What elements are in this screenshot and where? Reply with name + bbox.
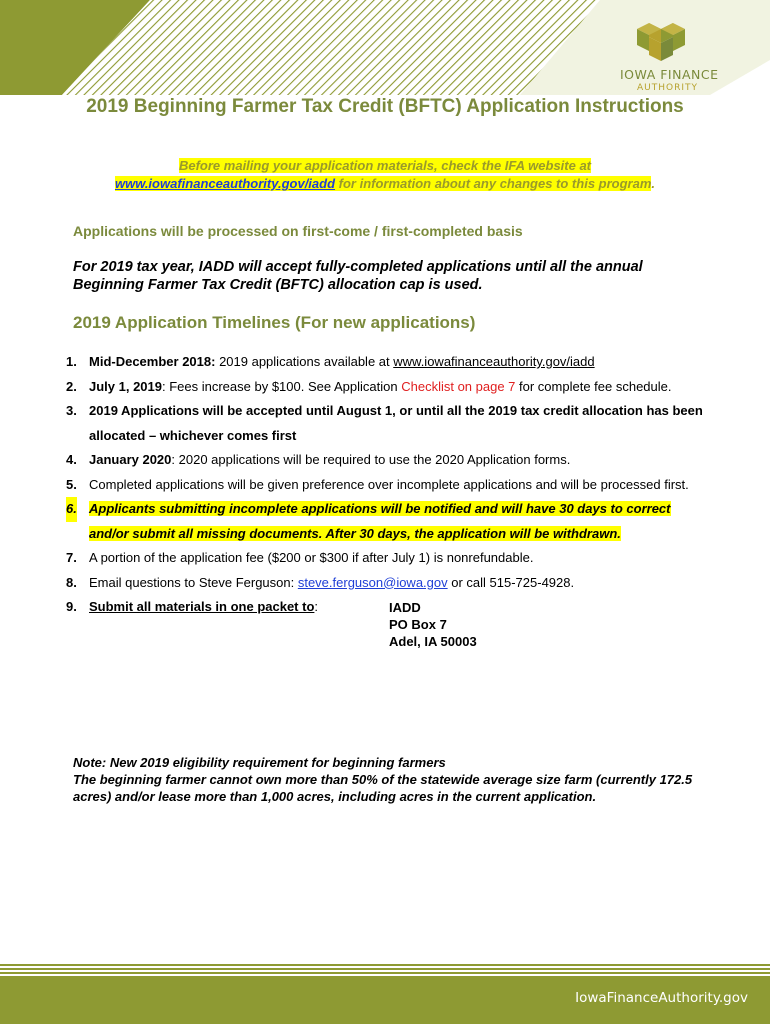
item-number: 2. xyxy=(66,378,77,394)
mailing-address: IADD PO Box 7 Adel, IA 50003 xyxy=(389,600,477,649)
list-item-highlighted: 6. Applicants submitting incomplete applications will be notified and will have 30 days to correct and/or submit all missing documents. After 30 days, the application will be withdrawn. xyxy=(66,497,706,546)
document-title: 2019 Beginning Farmer Tax Credit (BFTC) Application Instructions xyxy=(86,96,684,117)
item-number: 6. xyxy=(66,497,77,522)
item-number: 8. xyxy=(66,574,77,590)
processing-basis-heading: Applications will be processed on first-come / first-completed basis xyxy=(73,223,523,239)
item-number: 7. xyxy=(66,550,77,565)
list-item: 9. Submit all materials in one packet to: IADD PO Box 7 Adel, IA 50003 xyxy=(66,595,706,653)
eligibility-note xyxy=(73,754,713,805)
footer-website-url: IowaFinanceAuthority.gov xyxy=(575,990,748,1006)
item-number: 1. xyxy=(66,354,77,369)
list-item: 5. Completed applications will be given preference over incomplete applications and will be processed first. xyxy=(66,473,706,498)
footer-stripes xyxy=(0,964,770,978)
logo-subtitle: AUTHORITY xyxy=(637,83,698,93)
list-item: 8. Email questions to Steve Ferguson: steve.ferguson@iowa.gov or call 515-725-4928. xyxy=(66,571,706,596)
email-link[interactable]: steve.ferguson@iowa.gov xyxy=(297,574,448,590)
list-item: 3. 2019 Applications will be accepted until August 1, or until all the 2019 tax credit allocation has been allocated – whichever comes first xyxy=(66,399,706,448)
eligibility-body: The beginning farmer cannot own more than 50% of the statewide average size farm (currently 172.5 acres) and/or lease more than 1,000 acres, including acres in the current application. xyxy=(73,772,693,804)
timeline-list xyxy=(66,350,706,653)
checklist-link[interactable]: Checklist on page 7 xyxy=(401,378,516,394)
eligibility-heading: Note: New 2019 eligibility requirement for beginning farmers xyxy=(73,755,446,770)
timelines-heading: 2019 Application Timelines (For new applications) xyxy=(73,313,476,332)
logo-cubes-icon xyxy=(632,20,690,64)
iadd-link[interactable]: www.iowafinanceauthority.gov/iadd xyxy=(393,354,595,369)
item-number: 9. xyxy=(66,599,77,614)
list-item: 1. Mid-December 2018: 2019 applications available at www.iowafinanceauthority.gov/iadd xyxy=(66,350,706,375)
notice-line-2: for information about any changes to this program xyxy=(335,176,652,191)
list-item: 2. July 1, 2019: Fees increase by $100. See Application Checklist on page 7 for complete fee schedule. xyxy=(66,375,706,400)
iowa-finance-authority-logo xyxy=(620,20,730,95)
item-number: 4. xyxy=(66,452,77,467)
footer-bar xyxy=(0,978,770,1024)
iadd-website-link[interactable]: www.iowafinanceauthority.gov/iadd xyxy=(114,176,336,191)
logo-name: IOWA FINANCE xyxy=(620,67,719,82)
tax-year-note: For 2019 tax year, IADD will accept fully-completed applications until all the annual Beginning Farmer Tax Credit (BFTC) allocation cap is used. xyxy=(73,259,643,293)
item-number: 5. xyxy=(66,476,77,492)
notice-line-1: Before mailing your application materials, check the IFA website at xyxy=(178,158,592,173)
item-number: 3. xyxy=(66,403,77,418)
list-item: 4. January 2020: 2020 applications will be required to use the 2020 Application forms. xyxy=(66,448,706,473)
notice-period: . xyxy=(651,176,656,191)
list-item: 7. A portion of the application fee ($200 or $300 if after July 1) is nonrefundable. xyxy=(66,546,706,571)
website-notice xyxy=(60,157,710,193)
